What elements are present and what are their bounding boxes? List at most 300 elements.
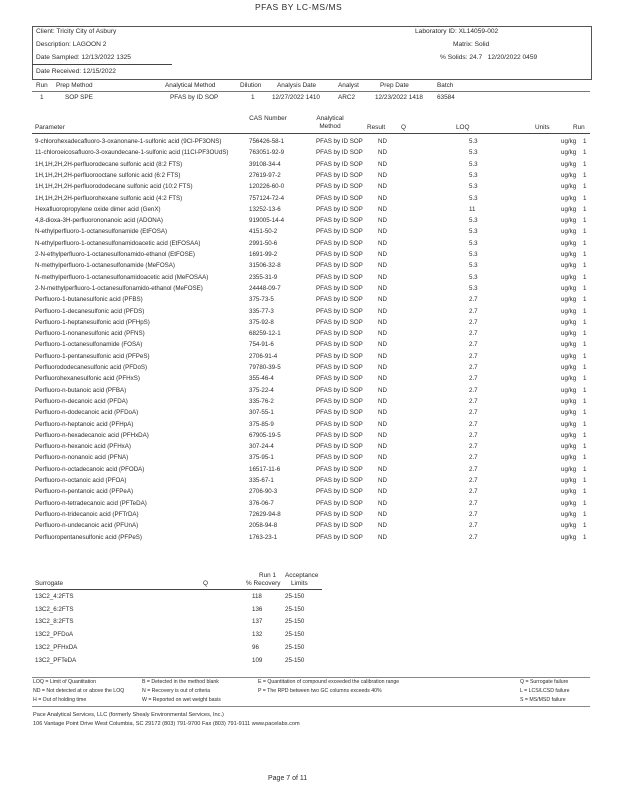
row-parameter: Perfluoro-1-decanesulfonic acid (PFDS) [35,307,145,315]
table-row [35,250,590,261]
batch-col-header: Batch [437,82,454,89]
row-run: 1 [583,149,587,157]
row-cas: 2991-50-6 [249,239,278,247]
row-cas: 2706-91-4 [249,352,278,360]
row-loq: 5.3 [469,262,478,270]
row-parameter: Perfluorododecanesulfonic acid (PFDoS) [35,364,148,371]
row-method: PFAS by ID SOP [316,262,363,270]
footnote-nd: ND = Not detected at or above the LOQ [33,688,125,694]
run-batch: 63584 [437,94,455,101]
row-loq: 2.7 [469,330,478,338]
row-units: ug/kg [561,443,577,451]
row-result: ND [378,510,387,518]
row-units: ug/kg [561,465,577,473]
row-method: PFAS by ID SOP [316,352,363,360]
row-run: 1 [583,284,587,292]
row-cas: 24448-09-7 [249,284,281,292]
surrogate-acceptance-header: Acceptance [285,572,319,579]
row-loq: 2.7 [469,296,478,304]
row-run: 1 [583,217,587,225]
run-analytical-method: PFAS by ID SOP [170,94,219,101]
row-parameter: Perfluoro-1-butanesulfonic acid (PFBS) [35,296,143,304]
table-row [35,431,590,442]
row-cas: 16517-11-6 [249,465,281,473]
row-method: PFAS by ID SOP [316,330,363,338]
row-method: PFAS by ID SOP [316,386,363,394]
table-row [35,386,590,397]
row-result: ND [378,330,387,338]
result-header: Result [367,124,386,131]
row-loq: 5.3 [469,239,478,247]
row-result: ND [378,307,387,315]
row-cas: 307-24-4 [249,443,274,451]
footnote-p: P = The RPD between two GC columns exceeds 40% [258,688,382,694]
row-parameter: 1H,1H,2H,2H-perfluorododecane sulfonic acid (10:2 FTS) [35,183,193,191]
surrogate-recovery: 118 [252,593,262,600]
row-run: 1 [583,488,587,496]
row-result: ND [378,262,387,270]
row-result: ND [378,397,387,405]
row-loq: 5.3 [469,228,478,236]
row-parameter: Perfluoro-1-octanesulfonamide (FOSA) [35,341,143,349]
row-cas: 756426-58-1 [249,138,285,145]
row-parameter: Perfluoro-n-decanoic acid (PFDA) [35,397,128,405]
surrogate-name: 13C2_PFTeDA [35,656,77,664]
row-loq: 2.7 [469,352,478,360]
table-row [35,521,590,532]
row-units: ug/kg [561,352,577,360]
prep-method-col-header: Prep Method [56,82,93,89]
row-loq: 5.3 [469,284,478,292]
row-run: 1 [583,262,587,270]
table-row [35,148,590,159]
surrogate-name: 13C2_PFDoA [35,631,74,639]
row-result: ND [378,183,387,191]
row-run: 1 [583,375,587,383]
table-row [35,476,590,487]
row-run: 1 [583,533,587,541]
description-field: Description: LAGOON 2 [36,41,107,48]
run-col-header: Run [36,82,48,89]
row-units: ug/kg [561,138,577,145]
row-loq: 2.7 [469,364,478,371]
row-loq: 2.7 [469,533,478,541]
row-units: ug/kg [561,533,577,541]
surrogate-recovery: 132 [252,631,263,639]
row-run: 1 [583,499,587,507]
date-sampled-field: Date Sampled: 12/13/2022 1325 [36,54,131,61]
row-method: PFAS by ID SOP [316,160,363,168]
row-parameter: Perfluoro-n-hexanoic acid (PFHxA) [35,443,131,451]
row-method: PFAS by ID SOP [316,465,363,473]
row-parameter: 1H,1H,2H,2H-perfluorodecane sulfonic acid (8:2 FTS) [35,160,183,168]
row-units: ug/kg [561,375,577,383]
footnote-b: B = Detected in the method blank [142,679,219,685]
table-row [35,239,590,250]
row-cas: 757124-72-4 [249,194,285,202]
surrogate-name: 13C2_6:2FTS [35,605,74,613]
analyst-col-header: Analyst [338,82,359,89]
row-result: ND [378,341,387,349]
row-parameter: 1H,1H,2H,2H-perfluorohexane sulfonic acid (4:2 FTS) [35,194,183,202]
method-header: Analytical Method [316,115,344,130]
row-units: ug/kg [561,318,577,326]
row-method: PFAS by ID SOP [316,228,363,236]
table-row [35,533,590,544]
row-parameter: 1H,1H,2H,2H-perfluorooctane sulfonic acid (6:2 FTS) [35,171,181,179]
row-loq: 5.3 [469,149,478,157]
row-parameter: N-methylperfluoro-1-octanesulfonamide (MeFOSA) [35,262,175,270]
row-units: ug/kg [561,183,577,191]
row-method: PFAS by ID SOP [316,307,363,315]
row-method: PFAS by ID SOP [316,239,363,247]
row-parameter: Perfluoro-1-nonanesulfonic acid (PFNS) [35,330,145,338]
table-row [35,408,590,419]
row-run: 1 [583,352,587,360]
row-parameter: 2-N-ethylperfluoro-1-octanesulfonamido-ethanol (EtFOSE) [35,251,195,258]
row-units: ug/kg [561,522,577,530]
table-row [35,182,590,193]
row-loq: 5.3 [469,160,478,168]
row-method: PFAS by ID SOP [316,194,363,202]
row-method: PFAS by ID SOP [316,510,363,518]
row-method: PFAS by ID SOP [316,488,363,496]
row-run: 1 [583,431,587,439]
row-cas: 307-55-1 [249,409,274,417]
row-run: 1 [583,341,587,349]
row-loq: 2.7 [469,431,478,439]
row-run: 1 [583,510,587,518]
page-title: PFAS BY LC-MS/MS [255,2,343,12]
row-method: PFAS by ID SOP [316,284,363,292]
row-cas: 4151-50-2 [249,228,278,236]
row-method: PFAS by ID SOP [316,251,363,258]
row-loq: 5.3 [469,138,478,145]
row-units: ug/kg [561,477,577,484]
row-cas: 375-85-9 [249,420,274,428]
row-result: ND [378,375,387,383]
table-row [35,273,590,284]
row-loq: 2.7 [469,465,478,473]
row-cas: 2355-31-9 [249,273,278,281]
row-units: ug/kg [561,160,577,168]
table-row [35,318,590,329]
table-row [35,160,590,171]
cas-header: CAS Number [249,115,287,122]
row-method: PFAS by ID SOP [316,420,363,428]
row-method: PFAS by ID SOP [316,375,363,383]
row-method: PFAS by ID SOP [316,149,363,157]
table-row [35,171,590,182]
row-parameter: Perfluoro-n-octanoic acid (PFOA) [35,477,127,484]
row-result: ND [378,205,387,213]
loq-header: LOQ [456,124,470,131]
row-cas: 31506-32-8 [249,262,281,270]
row-run: 1 [583,183,587,191]
row-run: 1 [583,420,587,428]
table-row [35,340,590,351]
row-units: ug/kg [561,296,577,304]
row-run: 1 [583,273,587,281]
row-run: 1 [583,465,587,473]
surrogate-recovery-header: % Recovery [246,580,281,587]
footnote-loq: LOQ = Limit of Quantitation [33,679,97,685]
row-loq: 2.7 [469,510,478,518]
row-parameter: Perfluoro-n-tetradecanoic acid (PFTeDA) [35,499,147,507]
run-prep-method: SOP SPE [65,94,93,101]
row-cas: 67905-19-5 [249,431,281,439]
prep-date-col-header: Prep Date [380,82,409,89]
row-result: ND [378,533,387,541]
surrogate-row [35,592,335,603]
row-method: PFAS by ID SOP [316,431,363,439]
row-method: PFAS by ID SOP [316,217,363,225]
row-loq: 11 [469,205,476,213]
table-row [35,216,590,227]
row-units: ug/kg [561,364,577,371]
surrogate-recovery: 96 [252,643,259,651]
surrogate-limits: 25-150 [285,656,305,664]
row-units: ug/kg [561,341,577,349]
row-units: ug/kg [561,431,577,439]
surrogate-header: Surrogate [35,580,64,587]
row-units: ug/kg [561,488,577,496]
row-units: ug/kg [561,149,577,157]
page-number: Page 7 of 11 [268,775,308,782]
run-header: Run [573,124,585,131]
table-row [35,510,590,521]
run-analysis-date: 12/27/2022 1410 [272,94,320,101]
surrogate-limits: 25-150 [285,593,305,600]
row-loq: 2.7 [469,443,478,451]
row-parameter: Perfluoro-n-pentanoic acid (PFPeA) [35,488,134,496]
row-method: PFAS by ID SOP [316,364,363,371]
row-run: 1 [583,194,587,202]
row-loq: 2.7 [469,454,478,462]
row-cas: 375-73-5 [249,296,274,304]
parameter-header: Parameter [35,124,65,131]
row-result: ND [378,318,387,326]
company-address: 106 Vantage Point Drive West Columbia, SC 29172 (803) 791-9700 Fax (803) 791-9111 www.pacelabs.com [33,721,300,727]
row-units: ug/kg [561,171,577,179]
surrogate-row [35,656,335,667]
row-result: ND [378,296,387,304]
surrogate-run1-header: Run 1 [259,572,277,579]
row-loq: 5.3 [469,273,478,281]
run-analyst: ARC2 [338,94,356,101]
matrix-field: Matrix: Solid [453,41,490,48]
row-loq: 2.7 [469,409,478,417]
row-parameter: Perfluoro-n-octadecanoic acid (PFODA) [35,465,145,473]
row-cas: 375-22-4 [249,386,274,394]
row-run: 1 [583,138,587,145]
row-parameter: Perfluoro-1-pentanesulfonic acid (PFPeS) [35,352,150,360]
surrogate-recovery: 109 [252,656,263,664]
row-loq: 2.7 [469,386,478,394]
surrogate-limits: 25-150 [285,631,305,639]
row-run: 1 [583,205,587,213]
row-run: 1 [583,239,587,247]
row-parameter: Perfluoro-1-heptanesulfonic acid (PFHpS) [35,318,150,326]
footnote-s: S = MS/MSD failure [520,697,566,703]
table-row [35,227,590,238]
analytical-method-col-header: Analytical Method [165,82,216,89]
row-parameter: Perfluoro-n-butanoic acid (PFBA) [35,386,127,394]
row-run: 1 [583,443,587,451]
row-method: PFAS by ID SOP [316,296,363,304]
surrogate-recovery: 137 [252,618,263,626]
row-method: PFAS by ID SOP [316,409,363,417]
row-loq: 2.7 [469,341,478,349]
row-method: PFAS by ID SOP [316,533,363,541]
row-result: ND [378,160,387,168]
row-parameter: Perfluorohexanesulfonic acid (PFHxS) [35,375,140,383]
row-cas: 1691-99-2 [249,251,278,258]
row-cas: 1763-23-1 [249,533,278,541]
row-result: ND [378,488,387,496]
row-method: PFAS by ID SOP [316,205,363,213]
table-row [35,363,590,374]
date-received-field: Date Received: 12/15/2022 [36,68,116,75]
row-method: PFAS by ID SOP [316,318,363,326]
row-cas: 335-67-1 [249,477,274,484]
table-row [35,487,590,498]
row-method: PFAS by ID SOP [316,454,363,462]
run-dilution: 1 [251,94,255,101]
surrogate-limits: 25-150 [285,618,305,626]
solids-field: % Solids: 24.7 12/20/2022 0459 [440,54,538,61]
row-run: 1 [583,307,587,315]
table-row [35,137,590,148]
row-cas: 335-76-2 [249,397,274,405]
surrogate-limits: 25-150 [285,605,305,613]
row-loq: 2.7 [469,420,478,428]
footnote-l: L = LCS/LCSD failure [520,688,570,694]
row-run: 1 [583,160,587,168]
row-method: PFAS by ID SOP [316,341,363,349]
row-loq: 2.7 [469,397,478,405]
row-parameter: 4,8-dioxa-3H-perfluorononanoic acid (ADONA) [35,217,163,225]
row-result: ND [378,443,387,451]
row-units: ug/kg [561,510,577,518]
row-result: ND [378,273,387,281]
row-result: ND [378,352,387,360]
footnote-e: E = Quantitation of compound exceeded the calibration range [258,679,400,685]
row-method: PFAS by ID SOP [316,183,363,191]
row-parameter: 2-N-methylperfluoro-1-octanesulfonamido-ethanol (MeFOSE) [35,284,203,292]
row-units: ug/kg [561,217,577,225]
row-parameter: N-ethylperfluoro-1-octanesulfonamide (EtFOSA) [35,228,168,236]
row-units: ug/kg [561,397,577,405]
row-result: ND [378,251,387,258]
row-run: 1 [583,318,587,326]
row-parameter: N-methylperfluoro-1-octanesulfonamidoacetic acid (MeFOSAA) [35,273,209,281]
row-units: ug/kg [561,386,577,394]
row-loq: 5.3 [469,171,478,179]
row-run: 1 [583,251,587,258]
surrogate-name: 13C2_PFHxDA [35,643,78,651]
row-cas: 375-92-8 [249,318,274,326]
row-cas: 27619-97-2 [249,171,281,179]
q-header: Q [401,124,406,131]
row-result: ND [378,431,387,439]
row-run: 1 [583,477,587,484]
table-row [35,442,590,453]
row-units: ug/kg [561,409,577,417]
row-result: ND [378,499,387,507]
analysis-date-col-header: Analysis Date [277,82,317,89]
table-row [35,465,590,476]
row-units: ug/kg [561,454,577,462]
row-run: 1 [583,397,587,405]
row-loq: 2.7 [469,499,478,507]
run-number: 1 [40,94,44,101]
row-cas: 79780-39-5 [249,364,281,371]
units-header: Units [535,124,550,131]
row-result: ND [378,239,387,247]
row-run: 1 [583,409,587,417]
row-loq: 2.7 [469,375,478,383]
table-row [35,194,590,205]
row-loq: 2.7 [469,522,478,530]
row-units: ug/kg [561,239,577,247]
row-loq: 5.3 [469,194,478,202]
row-run: 1 [583,330,587,338]
table-row [35,420,590,431]
row-loq: 5.3 [469,217,478,225]
row-run: 1 [583,171,587,179]
row-parameter: Perfluoro-n-undecanoic acid (PFUnA) [35,522,139,530]
row-run: 1 [583,454,587,462]
client-field: Client: Tricity City of Asbury [36,28,117,35]
row-parameter: Perfluoro-n-heptanoic acid (PFHpA) [35,420,134,428]
row-parameter: Hexafluoropropylene oxide dimer acid (GenX) [35,205,161,213]
row-cas: 355-46-4 [249,375,274,383]
company-name: Pace Analytical Services, LLC (formerly Shealy Environmental Services, Inc.) [33,712,224,718]
lab-id-field: Laboratory ID: XL14059-002 [415,28,499,35]
row-result: ND [378,364,387,371]
table-row [35,205,590,216]
row-method: PFAS by ID SOP [316,499,363,507]
row-parameter: N-ethylperfluoro-1-octanesulfonamidoacetic acid (EtFOSAA) [35,239,201,247]
row-parameter: 11-chloroeicosafluoro-3-oxaundecane-1-sulfonic acid (11Cl-PF3OUdS) [35,149,229,157]
table-row [35,329,590,340]
row-run: 1 [583,364,587,371]
row-method: PFAS by ID SOP [316,171,363,179]
footnote-q: Q = Surrogate failure [520,679,569,685]
row-run: 1 [583,386,587,394]
surrogate-name: 13C2_8:2FTS [35,618,74,626]
row-result: ND [378,477,387,484]
table-row [35,374,590,385]
dilution-col-header: Dilution [240,82,262,89]
table-row [35,295,590,306]
row-result: ND [378,420,387,428]
row-loq: 5.3 [469,183,478,191]
row-units: ug/kg [561,228,577,236]
row-result: ND [378,138,387,145]
row-cas: 68259-12-1 [249,330,281,338]
row-result: ND [378,194,387,202]
row-method: PFAS by ID SOP [316,477,363,484]
row-result: ND [378,454,387,462]
row-cas: 2058-94-8 [249,522,278,530]
row-loq: 5.3 [469,251,478,258]
row-run: 1 [583,522,587,530]
surrogate-row [35,605,335,616]
row-parameter: Perfluoro-n-nonanoic acid (PFNA) [35,454,129,462]
row-units: ug/kg [561,251,577,258]
